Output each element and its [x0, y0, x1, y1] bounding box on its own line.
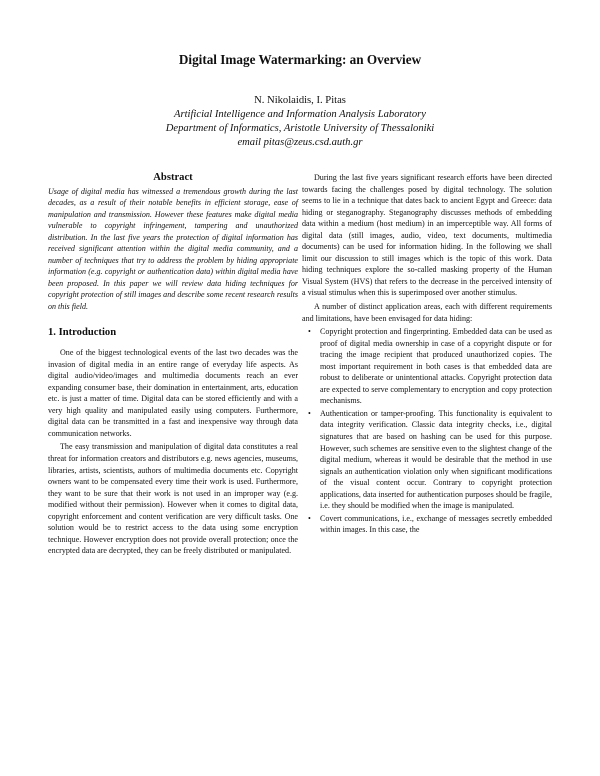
- abstract-text: Usage of digital media has witnessed a tremendous growth during the last decades, as a result of their notable benefits in efficient storage, ease of manipulation and transmission. However these features make digital media vulnerable to copyright infringement, tampering and unauthorized distribution. In the last five years the protection of digital information has received significant attention within the digital media community, and a number of techniques that try to address the problem by hiding appropriate information (e.g. copyright or authentication data) within digital media have been proposed. In this paper we will review data hiding techniques for copyright protection of still images and describe some recent research results on this field.: [48, 186, 298, 312]
- list-item: [302, 513, 552, 536]
- abstract-heading: Abstract: [153, 172, 193, 183]
- application-list: [302, 326, 552, 536]
- left-column: [48, 172, 298, 557]
- list-item-text: Covert communications, i.e., exchange of messages secretly embedded within images. In this case, the: [320, 513, 552, 535]
- affiliation-department: Department of Informatics, Aristotle University of Thessaloniki: [165, 123, 435, 134]
- body-paragraph: During the last five years significant research efforts have been directed towards facing the challenges posed by digital technology. The solution seems to lie in a technique that dates back to ancient Egypt and Greece: data hiding or steganography. Steganography discusses methods of embedding data within a medium (host medium) in an imperceptible way. All forms of digital data (still images, audio, video, text documents, multimedia documents) can be used for information hiding. In the following we shall limit our discussion to still images which is the topic of this work. Data hiding techniques explore the so-called masking property of the Human Visual System (HVS) that refers to the decrease in the perceived intensity of a visual stimulus when this is superimposed over another stimulus.: [302, 173, 552, 298]
- bullet-icon: •: [308, 327, 311, 337]
- author-email: email pitas@zeus.csd.auth.gr: [237, 137, 363, 148]
- author-block: [0, 94, 600, 150]
- list-item: [302, 408, 552, 512]
- paper-title: Digital Image Watermarking: an Overview: [178, 52, 422, 67]
- affiliation-lab: Artificial Intelligence and Information Analysis Laboratory: [174, 109, 426, 120]
- bullet-icon: •: [308, 408, 311, 418]
- body-paragraph: A number of distinct application areas, each with different requirements and limitations, have been envisaged for data hiding:: [302, 302, 552, 323]
- author-names: N. Nikolaidis, I. Pitas: [254, 95, 346, 106]
- bullet-icon: •: [308, 513, 311, 523]
- intro-paragraph: The easy transmission and manipulation of digital data constitutes a real threat for information creators and distributors e.g. news agencies, museums, libraries, artists, scientists, authors of multimedia documents etc. Copyright owners want to be compensated every time their work is used. Furthermore, they want to be sure that their work is not used in an improper way (e.g. modified without their permission). However when it comes to digital data, copyright enforcement and content verification are very difficult tasks. One solution would be to restrict access to the data using some encryption technique. However encryption does not provide overall protection; once the encrypted data are decrypted, they can be freely distributed or manipulated.: [48, 442, 298, 556]
- intro-paragraph: One of the biggest technological events of the last two decades was the invasion of digital media in an entire range of everyday life aspects. As digital audio/video/images and multimedia documents reach an ever expanding consumer base, their domination in entertainment, arts, education etc. is just a matter of time. Digital data can be stored efficiently and with a very high quality and manipulated easily using computers. Furthermore, digital data can be transmitted in a fast and inexpensive way through data communication networks.: [48, 348, 298, 438]
- list-item: [302, 326, 552, 407]
- list-item-text: Authentication or tamper-proofing. This functionality is equivalent to data integrity verification. Classic data integrity checks, i.e., digital signatures that are based on hashing can be used for this purpose. However, such schemes are sensitive even to the slightest change of the digital medium, whereas it would be desirable that the method in use signals an authentication violation only when significant modifications of the visual content occur. Contrary to copyright protection applications, data inserted for authentication purposes should be fragile, i.e. they should be modified when the image is manipulated.: [320, 408, 552, 511]
- list-item-text: Copyright protection and fingerprinting. Embedded data can be used as proof of digital media ownership in case of a copyright dispute or for tracing the image recipient that produced unauthorized copies. The most important requirement in both cases is that embedded data are robust to deliberate or unintentional attacks. Copyright protection data are expected to serve complementary to encryption and copy protection mechanisms.: [320, 327, 552, 406]
- introduction-heading: 1. Introduction: [48, 326, 117, 338]
- right-column: [302, 172, 552, 536]
